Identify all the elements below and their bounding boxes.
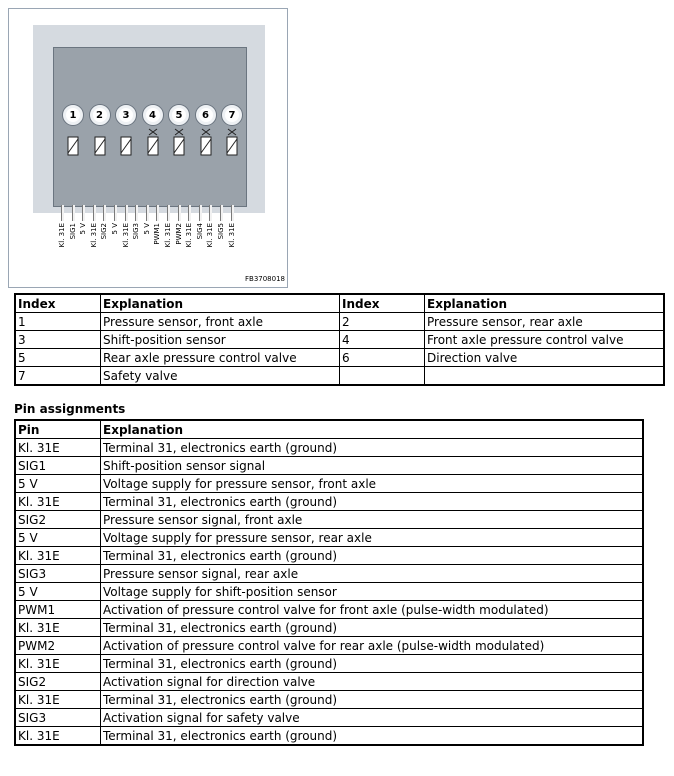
component-number-badge: 2	[90, 105, 110, 125]
pin-cell: Kl. 31E	[15, 691, 101, 709]
connector-pin-label: 5 V	[79, 223, 88, 235]
connector-pin-label: PWM1	[153, 223, 162, 245]
explanation-header: Explanation	[101, 420, 644, 439]
sensor-symbol-icon	[118, 127, 134, 159]
valve-symbol-icon	[171, 127, 187, 159]
connector-pin	[199, 205, 202, 221]
explanation-cell: Pressure sensor signal, rear axle	[101, 565, 644, 583]
index-cell: 7	[15, 367, 101, 386]
pin-table-row	[15, 673, 643, 691]
connector-pin	[146, 205, 149, 221]
pin-assignments-title: Pin assignments	[14, 402, 126, 416]
connector-pin	[61, 205, 64, 221]
valve-symbol-icon	[198, 127, 214, 159]
component-number-badge: 7	[222, 105, 242, 125]
explanation-cell: Voltage supply for shift-position sensor	[101, 583, 644, 601]
connector-pin	[156, 205, 159, 221]
connector-pin-label: SIG5	[217, 223, 225, 240]
valve-symbol-icon	[224, 127, 240, 159]
explanation-cell: Activation signal for safety valve	[101, 709, 644, 727]
connector-pin	[103, 205, 106, 221]
explanation-cell: Rear axle pressure control valve	[101, 349, 340, 367]
explanation-cell: Direction valve	[425, 349, 665, 367]
pin-table-row	[15, 511, 643, 529]
index-table-row	[15, 331, 664, 349]
explanation-cell: Voltage supply for pressure sensor, front axle	[101, 475, 644, 493]
connector-pin-label: Kl. 31E	[206, 223, 215, 248]
connector-pin	[125, 205, 128, 221]
explanation-cell: Voltage supply for pressure sensor, rear axle	[101, 529, 644, 547]
pin-cell: SIG1	[15, 457, 101, 475]
pin-table-row	[15, 529, 643, 547]
connector-pin-label: SIG3	[132, 223, 141, 240]
pin-cell: PWM1	[15, 601, 101, 619]
index-cell: 4	[340, 331, 425, 349]
connector-pin	[178, 205, 181, 221]
index-cell: 1	[15, 313, 101, 331]
connector-pin-label: PWM2	[174, 223, 183, 245]
connector-pin-label: Kl. 31E	[185, 223, 194, 248]
component-number-badge: 5	[169, 105, 189, 125]
sensor-symbol-icon	[92, 127, 108, 159]
connector-pin-label: 5 V	[111, 223, 119, 235]
index-cell	[340, 367, 425, 386]
connector-pin	[231, 205, 234, 221]
explanation-cell: Terminal 31, electronics earth (ground)	[101, 691, 644, 709]
explanation-cell: Terminal 31, electronics earth (ground)	[101, 619, 644, 637]
connector-pin	[114, 205, 117, 221]
connector-pin-label: Kl. 31E	[89, 223, 98, 248]
connector-pin-label: SIG4	[195, 223, 204, 240]
explanation-cell: Terminal 31, electronics earth (ground)	[101, 547, 644, 565]
pin-cell: SIG2	[15, 511, 101, 529]
explanation-cell: Pressure sensor signal, front axle	[101, 511, 644, 529]
pin-table-row	[15, 475, 643, 493]
explanation-header: Explanation	[101, 294, 340, 313]
explanation-cell	[425, 367, 665, 386]
explanation-cell: Safety valve	[101, 367, 340, 386]
explanation-cell: Terminal 31, electronics earth (ground)	[101, 655, 644, 673]
connector-pin	[82, 205, 85, 221]
connector-pin-label: SIG2	[100, 223, 109, 240]
figure-code: FB3708018	[244, 275, 285, 283]
explanation-header: Explanation	[425, 294, 665, 313]
explanation-cell: Shift-position sensor signal	[101, 457, 644, 475]
index-cell: 2	[340, 313, 425, 331]
explanation-cell: Pressure sensor, front axle	[101, 313, 340, 331]
pin-table-row	[15, 655, 643, 673]
pin-table-row	[15, 457, 643, 475]
connector-pin	[93, 205, 96, 221]
pin-header: Pin	[15, 420, 101, 439]
component-number-badge: 6	[196, 105, 216, 125]
connector-pin-label: Kl. 31E	[227, 223, 236, 248]
pin-table-row	[15, 439, 643, 457]
pin-table-row	[15, 493, 643, 511]
pin-cell: Kl. 31E	[15, 439, 101, 457]
pin-table-row	[15, 691, 643, 709]
index-cell: 3	[15, 331, 101, 349]
index-cell: 6	[340, 349, 425, 367]
pins-table-header-row	[15, 420, 643, 439]
pin-cell: 5 V	[15, 583, 101, 601]
index-cell: 5	[15, 349, 101, 367]
pin-cell: Kl. 31E	[15, 493, 101, 511]
index-header: Index	[15, 294, 101, 313]
explanation-cell: Terminal 31, electronics earth (ground)	[101, 493, 644, 511]
connector-pin	[135, 205, 138, 221]
index-header: Index	[340, 294, 425, 313]
connector-pin	[209, 205, 212, 221]
index-table	[14, 293, 665, 386]
pin-table-row	[15, 709, 643, 727]
pin-table-row	[15, 583, 643, 601]
component-number-badge: 3	[116, 105, 136, 125]
pin-cell: Kl. 31E	[15, 655, 101, 673]
connector-pin-label: SIG1	[68, 223, 77, 240]
explanation-cell: Terminal 31, electronics earth (ground)	[101, 727, 644, 746]
connector-pin-label: 5 V	[142, 223, 151, 235]
pin-cell: 5 V	[15, 475, 101, 493]
connector-pin	[188, 205, 191, 221]
component-number-badge: 1	[63, 105, 83, 125]
pin-table-row	[15, 619, 643, 637]
wiring-diagram-figure	[8, 8, 288, 288]
connector-pin-label: Kl. 31E	[58, 223, 66, 248]
explanation-cell: Terminal 31, electronics earth (ground)	[101, 439, 644, 457]
sensor-symbol-icon	[65, 127, 81, 159]
pin-cell: SIG3	[15, 709, 101, 727]
valve-symbol-icon	[145, 127, 161, 159]
explanation-cell: Activation of pressure control valve for rear axle (pulse-width modulated)	[101, 637, 644, 655]
component-number-badge: 4	[143, 105, 163, 125]
explanation-cell: Shift-position sensor	[101, 331, 340, 349]
index-table-row	[15, 313, 664, 331]
explanation-cell: Pressure sensor, rear axle	[425, 313, 665, 331]
pin-table-row	[15, 727, 643, 746]
pin-assignments-table	[14, 419, 644, 746]
pin-cell: Kl. 31E	[15, 727, 101, 746]
pin-cell: 5 V	[15, 529, 101, 547]
connector-pin	[167, 205, 170, 221]
pin-cell: PWM2	[15, 637, 101, 655]
explanation-cell: Activation signal for direction valve	[101, 673, 644, 691]
explanation-cell: Front axle pressure control valve	[425, 331, 665, 349]
pin-cell: SIG2	[15, 673, 101, 691]
connector-pin-label: Kl. 31E	[164, 223, 172, 248]
pin-cell: Kl. 31E	[15, 619, 101, 637]
connector-pin-label: Kl. 31E	[121, 223, 130, 248]
connector-pin	[72, 205, 75, 221]
pin-table-row	[15, 601, 643, 619]
index-table-row	[15, 349, 664, 367]
index-table-row	[15, 367, 664, 386]
index-table-header-row	[15, 294, 664, 313]
explanation-cell: Activation of pressure control valve for front axle (pulse-width modulated)	[101, 601, 644, 619]
pin-table-row	[15, 637, 643, 655]
pin-cell: Kl. 31E	[15, 547, 101, 565]
pin-table-row	[15, 547, 643, 565]
pin-table-row	[15, 565, 643, 583]
pin-cell: SIG3	[15, 565, 101, 583]
connector-pin	[220, 205, 223, 221]
